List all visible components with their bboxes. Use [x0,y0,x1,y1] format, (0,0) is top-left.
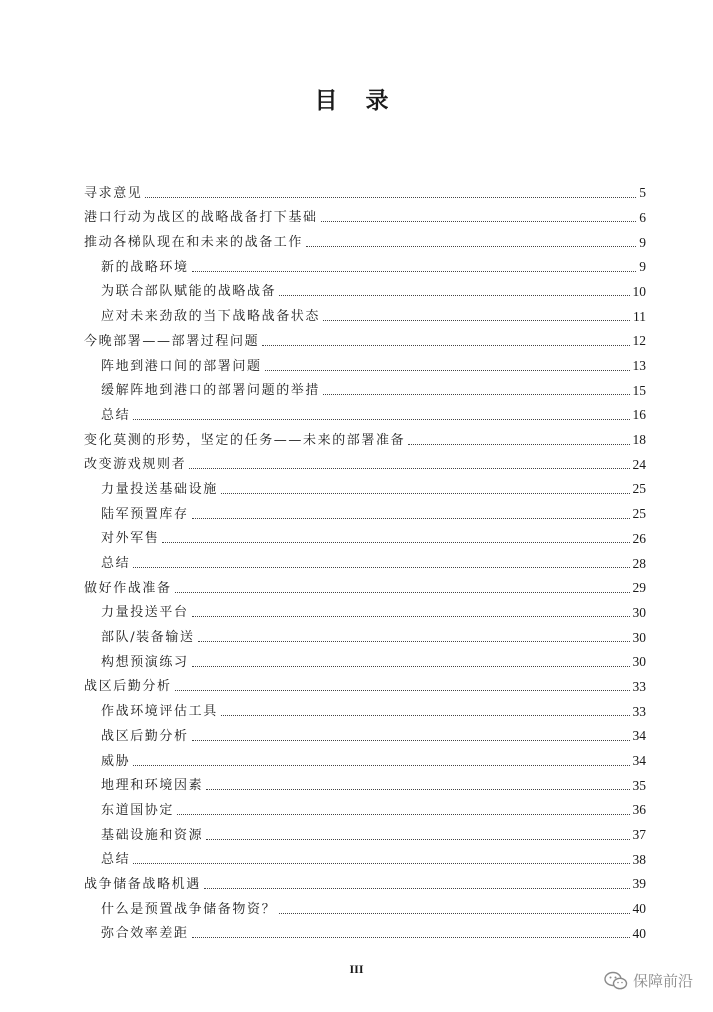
toc-entry-label: 基础设施和资源 [101,827,204,843]
toc-entry[interactable] [84,671,646,696]
dot-leader [133,418,629,420]
toc-entry-page: 40 [632,925,646,941]
toc-entry-page: 34 [632,753,646,768]
dot-leader [323,319,630,321]
dot-leader [321,220,637,222]
toc-entry-page: 33 [632,703,646,719]
dot-leader [133,862,629,864]
toc-entry-page: 38 [632,851,646,867]
toc-entry-label: 总结 [101,556,131,571]
toc-entry-page: 30 [632,654,646,670]
toc-entry-label: 战区后勤分析 [101,728,189,744]
toc-entry[interactable] [84,893,646,918]
toc-entry-page: 29 [632,580,646,596]
page-number: III [349,962,364,976]
toc-entry-label: 构想预演练习 [101,654,189,670]
dot-leader [221,492,630,494]
toc-entry[interactable] [84,399,646,424]
toc-entry[interactable] [84,918,646,943]
toc-entry-page: 36 [632,802,646,818]
dot-leader [198,640,630,642]
toc-entry[interactable] [84,449,646,474]
toc-entry-page: 10 [632,283,646,299]
toc-entry-label: 阵地到港口间的部署问题 [101,358,262,374]
toc-entry-page: 30 [632,629,646,645]
toc-entry[interactable] [84,523,646,548]
toc-entry-label: 为联合部队赋能的战略战备 [101,284,277,300]
toc-entry-label: 战区后勤分析 [84,679,172,695]
table-of-contents [84,177,646,942]
toc-entry-label: 对外军售 [101,531,160,547]
toc-entry-page: 11 [633,308,646,324]
dot-leader [192,270,637,272]
toc-entry-page: 39 [632,876,646,892]
toc-entry-page: 9 [639,259,646,275]
toc-entry[interactable] [84,325,646,350]
toc-entry-label: 作战环境评估工具 [101,704,218,720]
dot-leader [206,788,629,790]
dot-leader [162,541,629,543]
dot-leader [279,912,629,914]
toc-entry-label: 总结 [101,852,131,868]
toc-entry-label: 今晚部署——部署过程问题 [84,333,260,349]
toc-entry-label: 力量投送平台 [101,605,189,621]
toc-entry[interactable] [84,868,646,893]
dot-leader [175,591,630,593]
toc-entry-page: 5 [639,185,646,201]
toc-entry[interactable] [84,720,646,745]
dot-leader [192,936,630,938]
dot-leader [306,245,636,247]
wechat-icon [604,971,628,991]
dot-leader [133,764,629,766]
toc-entry-page: 24 [632,456,646,472]
toc-entry-label: 寻求意见 [84,185,143,201]
watermark [604,970,693,991]
dot-leader [192,739,630,741]
toc-entry-page: 16 [632,407,646,423]
toc-entry[interactable] [84,202,646,227]
toc-entry[interactable] [84,498,646,523]
toc-entry[interactable] [84,572,646,597]
toc-entry[interactable] [84,745,646,770]
toc-entry-label: 什么是预置战争储备物资？ [101,901,277,917]
toc-entry[interactable] [84,695,646,720]
toc-entry-page: 26 [632,530,646,546]
toc-entry-label: 陆军预置库存 [101,506,189,522]
toc-entry-page: 6 [639,209,646,225]
toc-entry-label: 改变游戏规则者 [84,457,187,473]
toc-entry[interactable] [84,424,646,449]
dot-leader [262,344,629,346]
toc-entry-label: 推动各梯队现在和未来的战备工作 [84,235,304,251]
toc-entry[interactable] [84,350,646,375]
toc-entry-page: 28 [632,555,646,571]
dot-leader [192,615,630,617]
toc-entry[interactable] [84,547,646,572]
toc-entry[interactable] [84,473,646,498]
toc-entry[interactable] [84,770,646,795]
dot-leader [279,294,629,296]
dot-leader [221,714,630,716]
toc-entry[interactable] [84,597,646,622]
dot-leader [408,443,629,445]
dot-leader [177,813,629,815]
dot-leader [133,566,629,568]
dot-leader [206,838,629,840]
toc-entry[interactable] [84,375,646,400]
toc-entry[interactable] [84,646,646,671]
toc-entry-label: 港口行动为战区的战略战备打下基础 [84,210,318,226]
toc-entry-label: 威胁 [101,753,131,769]
toc-entry[interactable] [84,251,646,276]
toc-entry[interactable] [84,177,646,202]
dot-leader [189,467,629,469]
page-title: 目 录 [314,88,399,114]
toc-entry-label: 总结 [101,407,131,423]
toc-entry[interactable] [84,300,646,325]
toc-entry-page: 9 [639,234,646,250]
toc-entry-page: 15 [632,382,646,398]
dot-leader [192,517,630,519]
toc-entry-label: 战争储备战略机遇 [84,876,201,892]
watermark-text: 保障前沿 [632,972,693,990]
dot-leader [175,689,630,691]
toc-entry-page: 35 [632,777,646,793]
toc-entry-label: 变化莫测的形势，坚定的任务——未来的部署准备 [84,432,406,448]
toc-entry-page: 25 [632,481,646,497]
toc-entry-page: 12 [632,333,646,349]
toc-entry-page: 25 [632,506,646,522]
toc-entry-page: 40 [632,901,646,917]
toc-entry-label: 地理和环境因素 [101,778,204,794]
toc-entry-page: 30 [632,604,646,620]
toc-entry[interactable] [84,226,646,251]
toc-entry[interactable] [84,621,646,646]
dot-leader [204,887,630,889]
toc-entry[interactable] [84,819,646,844]
toc-entry[interactable] [84,794,646,819]
dot-leader [192,665,630,667]
toc-entry-label: 弥合效率差距 [101,926,189,942]
toc-entry[interactable] [84,844,646,869]
toc-entry-label: 应对未来劲敌的当下战略战备状态 [101,309,321,325]
toc-entry-label: 力量投送基础设施 [101,481,218,497]
toc-entry-label: 做好作战准备 [84,580,172,596]
toc-entry[interactable] [84,276,646,301]
toc-entry-page: 33 [632,678,646,694]
toc-entry-page: 18 [632,432,646,448]
toc-entry-label: 东道国协定 [101,802,175,818]
toc-entry-label: 新的战略环境 [101,259,189,275]
dot-leader [323,393,629,395]
toc-entry-page: 37 [632,827,646,843]
dot-leader [145,196,636,198]
toc-entry-label: 缓解阵地到港口的部署问题的举措 [101,383,321,399]
toc-entry-label: 部队/装备输送 [101,630,195,646]
toc-entry-page: 34 [632,728,646,744]
dot-leader [265,369,630,371]
toc-entry-page: 13 [632,358,646,373]
